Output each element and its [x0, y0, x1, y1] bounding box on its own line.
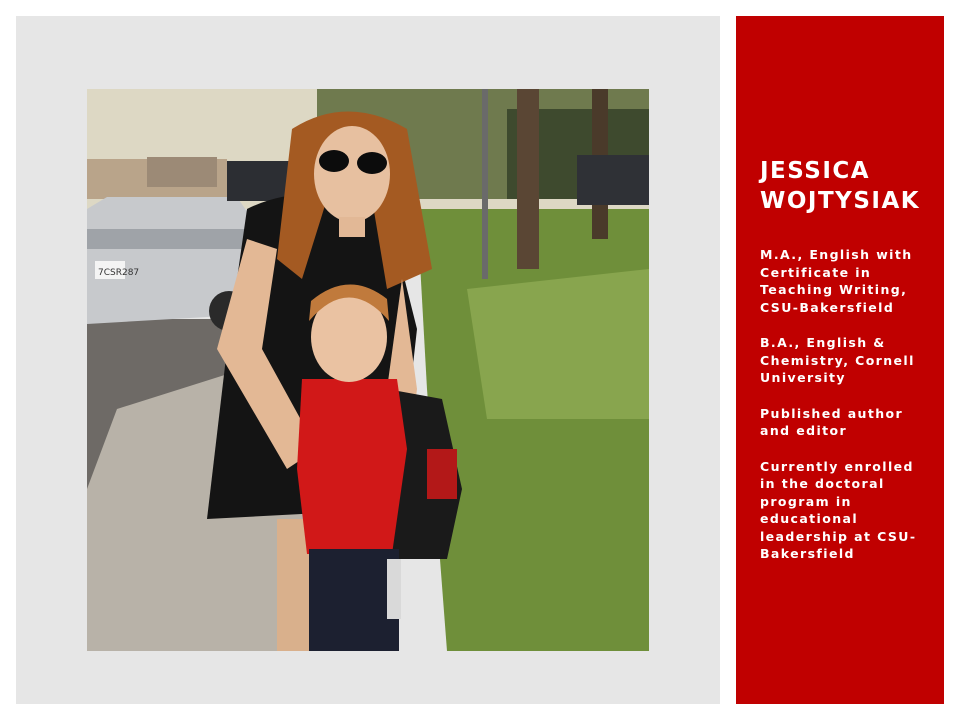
credential-item-ba: B.A., English & Chemistry, Cornell University [760, 335, 915, 385]
info-panel [736, 16, 944, 704]
credential-item-doctoral: Currently enrolled in the doctoral program in educational leadership at CSU-Bakersfield [760, 458, 917, 561]
slide-title: JESSICA WOJTYSIAK [760, 158, 921, 214]
credentials-list [760, 246, 920, 581]
license-plate-text: 7CSR287 [98, 268, 140, 278]
credential-item-author: Published author and editor [760, 405, 904, 438]
portrait-photo [87, 89, 649, 651]
credential-item-ma: M.A., English with Certificate in Teaching Writing, CSU-Bakersfield [760, 247, 913, 315]
image-panel [16, 16, 720, 704]
